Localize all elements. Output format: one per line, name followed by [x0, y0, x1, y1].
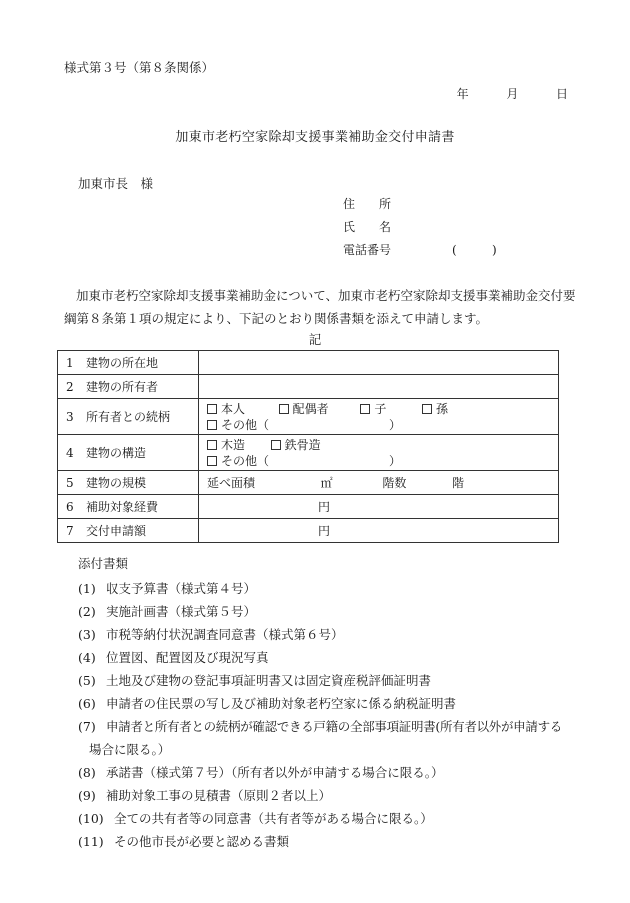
- date-month: 月: [506, 87, 519, 101]
- option-label: 本人: [221, 401, 246, 416]
- option-label: 木造: [221, 437, 246, 452]
- applicant-name-label: 氏 名: [343, 220, 392, 234]
- row-label: 建物の構造: [86, 445, 147, 460]
- checkbox-other[interactable]: [207, 456, 217, 466]
- yen-unit: 円: [318, 499, 331, 514]
- item-text: 収支予算書（様式第４号）: [106, 581, 257, 596]
- item-text: その他市長が必要と認める書類: [114, 834, 290, 849]
- paren-close: ）: [389, 453, 402, 468]
- applicant-phone-label: 電話番号: [343, 243, 392, 257]
- item-number: (9): [78, 788, 96, 803]
- row-number: 1: [66, 355, 74, 370]
- table-row: [58, 495, 559, 519]
- checkbox-grandchild[interactable]: [422, 404, 432, 414]
- list-item: [78, 652, 269, 665]
- list-item: [78, 721, 562, 734]
- list-item: [78, 836, 289, 849]
- phone-paren-open: (: [452, 243, 457, 257]
- building-owner-field[interactable]: [199, 375, 559, 399]
- application-items-table: [57, 350, 559, 543]
- statement-line-2: 綱第８条第１項の規定により、下記のとおり関係書類を添えて申請します。: [64, 311, 489, 326]
- item-number: (10): [78, 811, 104, 826]
- list-item: [78, 790, 331, 803]
- item-text: 承諾書（様式第７号）（所有者以外が申請する場合に限る。）: [106, 765, 444, 780]
- floor-area-unit: ㎡: [320, 475, 333, 490]
- row-label: 建物の規模: [86, 475, 147, 490]
- addressee: 加東市長 様: [78, 176, 154, 191]
- item-text: 申請者の住民票の写し及び補助対象老朽空家に係る納税証明書: [106, 696, 457, 711]
- table-row: [58, 435, 559, 471]
- checkbox-other[interactable]: [207, 420, 217, 430]
- list-item: [78, 813, 433, 826]
- row-number: 5: [66, 475, 74, 490]
- form-number: 様式第３号（第８条関係）: [64, 60, 215, 75]
- list-item: [78, 767, 444, 780]
- item-number: (4): [78, 650, 96, 665]
- checkbox-wooden[interactable]: [207, 440, 217, 450]
- list-item-continuation: 場合に限る。）: [89, 742, 171, 757]
- item-text: 実施計画書（様式第５号）: [106, 604, 257, 619]
- item-number: (1): [78, 581, 96, 596]
- item-text: 土地及び建物の登記事項証明書又は固定資産税評価証明書: [106, 673, 432, 688]
- statement-line-1: 加東市老朽空家除却支援事業補助金について、加東市老朽空家除却支援事業補助金交付要: [76, 288, 576, 303]
- floors-label: 階数: [382, 475, 407, 490]
- date-line: [457, 88, 568, 100]
- requested-amount-field[interactable]: [199, 519, 559, 543]
- row-number: 6: [66, 499, 74, 514]
- item-number: (11): [78, 834, 104, 849]
- item-text: 市税等納付状況調査同意書（様式第６号）: [106, 627, 344, 642]
- floor-area-label: 延べ面積: [207, 475, 256, 490]
- date-year: 年: [456, 87, 469, 101]
- row-number: 3: [66, 409, 74, 424]
- eligible-cost-field[interactable]: [199, 495, 559, 519]
- option-label: 配偶者: [292, 401, 329, 416]
- item-number: (6): [78, 696, 96, 711]
- row-number: 2: [66, 379, 74, 394]
- option-label: 孫: [436, 401, 449, 416]
- item-text: 申請者と所有者との続柄が確認できる戸籍の全部事項証明書(所有者以外が申請する: [106, 719, 562, 734]
- item-text: 全ての共有者等の同意書（共有者等がある場合に限る。）: [114, 811, 433, 826]
- row-label: 建物の所有者: [86, 379, 159, 394]
- yen-unit: 円: [318, 523, 331, 538]
- paren-close: ）: [389, 417, 402, 432]
- row-label: 建物の所在地: [86, 355, 159, 370]
- list-item: [78, 675, 431, 688]
- applicant-address-label: 住 所: [343, 197, 392, 211]
- row-label: 所有者との続柄: [86, 409, 171, 424]
- date-day: 日: [555, 87, 568, 101]
- option-label: 鉄骨造: [284, 437, 321, 452]
- item-number: (2): [78, 604, 96, 619]
- phone-paren-close: ): [492, 243, 497, 257]
- item-number: (8): [78, 765, 96, 780]
- attachments-heading: 添付書類: [78, 556, 129, 571]
- ki-heading: 記: [308, 332, 322, 347]
- building-location-field[interactable]: [199, 351, 559, 375]
- item-text: 補助対象工事の見積書（原則２者以上）: [106, 788, 332, 803]
- item-text: 位置図、配置図及び現況写真: [106, 650, 269, 665]
- table-row: [58, 399, 559, 435]
- checkbox-steel[interactable]: [271, 440, 281, 450]
- table-row: [58, 471, 559, 495]
- list-item: [78, 629, 344, 642]
- document-title: 加東市老朽空家除却支援事業補助金交付申請書: [175, 130, 455, 145]
- checkbox-spouse[interactable]: [279, 404, 289, 414]
- row-label: 補助対象経費: [86, 499, 159, 514]
- option-label: その他（: [221, 453, 270, 468]
- list-item: [78, 698, 456, 711]
- item-number: (3): [78, 627, 96, 642]
- checkbox-self[interactable]: [207, 404, 217, 414]
- row-number: 7: [66, 523, 74, 538]
- row-number: 4: [66, 445, 74, 460]
- table-row: [58, 351, 559, 375]
- table-row: [58, 519, 559, 543]
- application-statement: [64, 284, 584, 330]
- row-label: 交付申請額: [86, 523, 147, 538]
- table-row: [58, 375, 559, 399]
- floors-unit: 階: [452, 475, 465, 490]
- list-item: [78, 583, 256, 596]
- item-number: (7): [78, 719, 96, 734]
- checkbox-child[interactable]: [360, 404, 370, 414]
- list-item: [78, 606, 256, 619]
- item-number: (5): [78, 673, 96, 688]
- option-label: 子: [374, 401, 387, 416]
- option-label: その他（: [221, 417, 270, 432]
